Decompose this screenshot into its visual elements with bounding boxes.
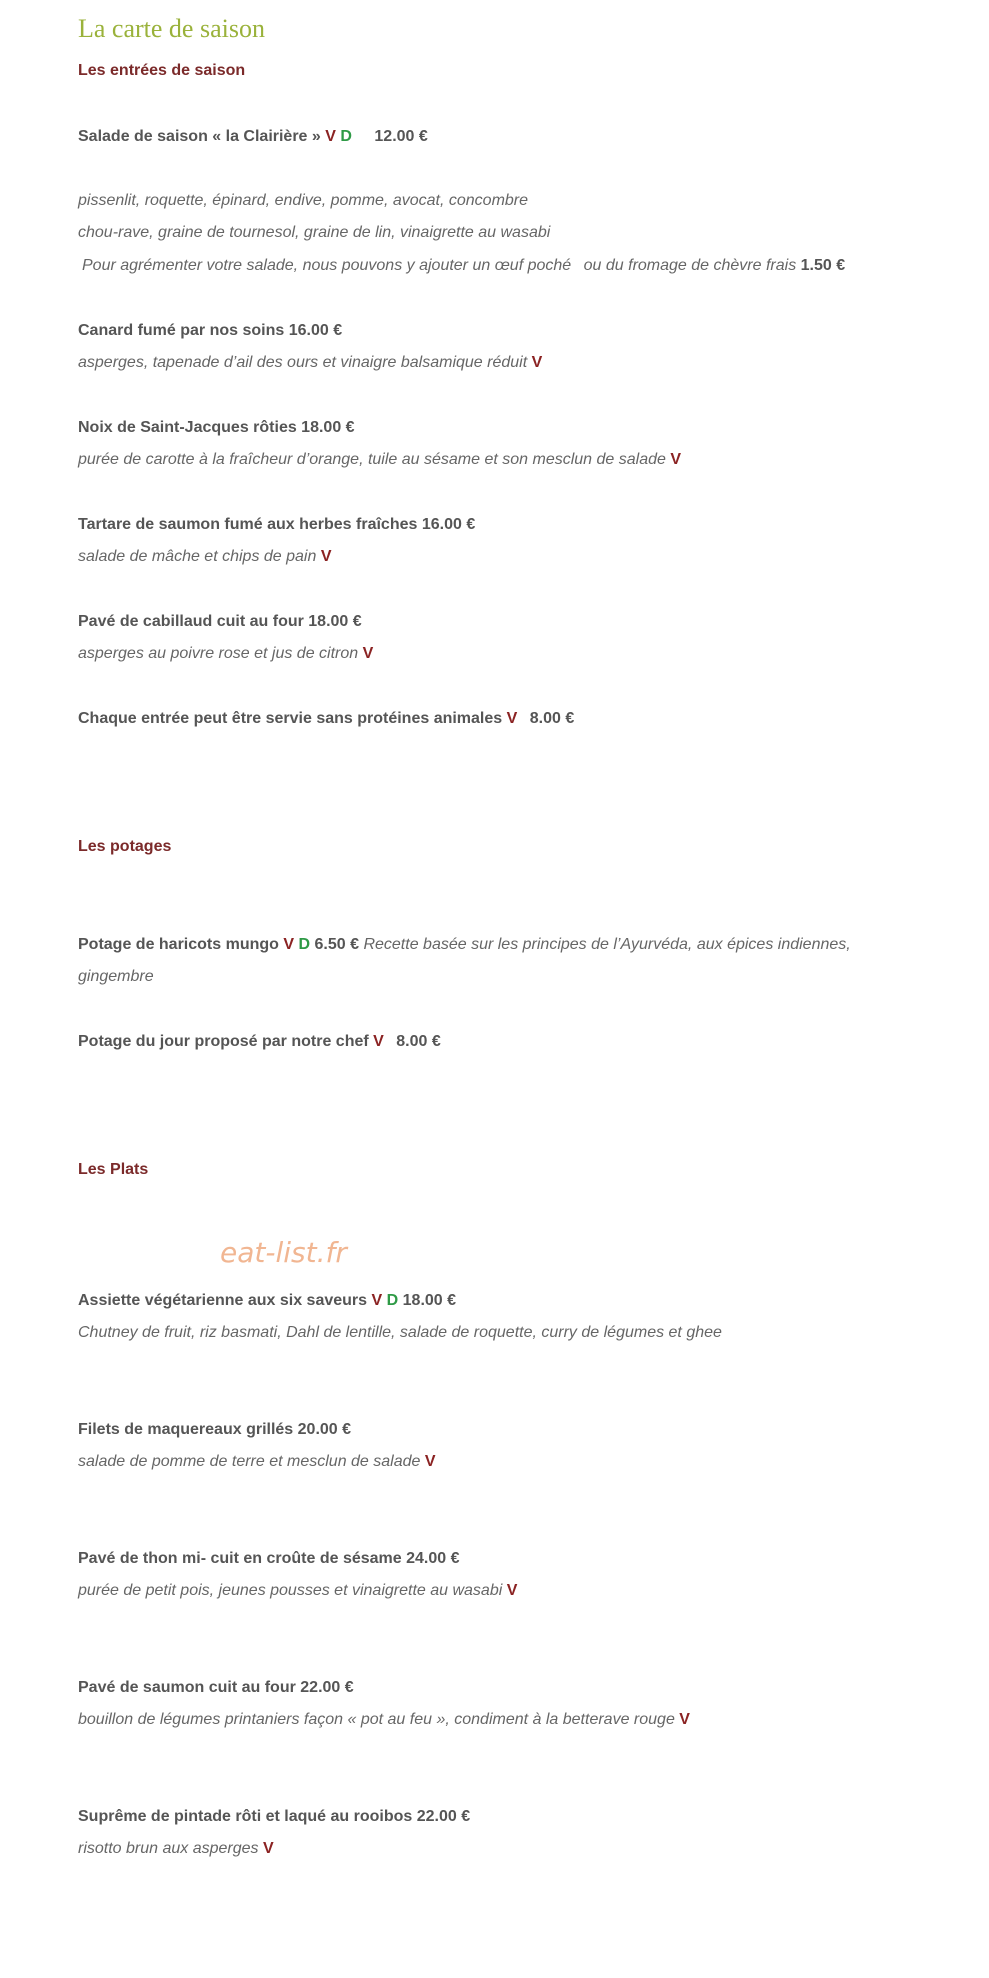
- desc-text: salade de mâche et chips de pain: [78, 548, 317, 565]
- dish-name: Chaque entrée peut être servie sans protéines animales: [78, 710, 503, 727]
- vegetarian-marker: V: [670, 451, 682, 468]
- dish-price: 18.00 €: [402, 1292, 457, 1309]
- section-heading-entrees: Les entrées de saison: [78, 62, 246, 79]
- dish-potage-mungo: [78, 934, 968, 956]
- dish-description: [78, 449, 968, 471]
- vegetarian-marker: V: [325, 128, 336, 145]
- dish-description: Chutney de fruit, riz basmati, Dahl de lentille, salade de roquette, curry de légumes et ghee: [78, 1324, 722, 1341]
- dish-saint-jacques: Noix de Saint-Jacques rôties 18.00 €: [78, 419, 355, 436]
- dish-description: [78, 1838, 968, 1860]
- dish-name: Potage de haricots mungo: [78, 936, 279, 953]
- desc-text: purée de petit pois, jeunes pousses et vinaigrette au wasabi: [78, 1582, 503, 1599]
- dish-description: [78, 1709, 968, 1731]
- diet-marker: D: [340, 128, 352, 145]
- dish-description-cont: gingembre: [78, 968, 154, 985]
- vegetarian-marker: V: [371, 1292, 383, 1309]
- watermark: eat-list.fr: [220, 1236, 347, 1269]
- dish-pintade: Suprême de pintade rôti et laqué au rooibos 22.00 €: [78, 1808, 471, 1825]
- dish-potage-jour: [78, 1031, 968, 1053]
- dish-chaque-entree: [78, 708, 968, 730]
- vegetarian-marker: V: [531, 354, 543, 371]
- desc-text: bouillon de légumes printaniers façon « pot au feu », condiment à la betterave rouge: [78, 1711, 675, 1728]
- extra-text-2: ou du fromage de chèvre frais: [583, 257, 797, 274]
- vegetarian-marker: V: [362, 645, 374, 662]
- vegetarian-marker: V: [373, 1033, 384, 1050]
- salade-extra-note: [82, 255, 972, 277]
- desc-text: asperges, tapenade d’ail des ours et vinaigre balsamique réduit: [78, 354, 528, 371]
- dish-tartare: Tartare de saumon fumé aux herbes fraîches 16.00 €: [78, 516, 476, 533]
- dish-cabillaud: Pavé de cabillaud cuit au four 18.00 €: [78, 613, 362, 630]
- dish-description: Recette basée sur les principes de l’Ayurvéda, aux épices indiennes,: [363, 936, 851, 953]
- desc-text: salade de pomme de terre et mesclun de salade: [78, 1453, 421, 1470]
- vegetarian-marker: V: [506, 1582, 518, 1599]
- dish-saumon: Pavé de saumon cuit au four 22.00 €: [78, 1679, 354, 1696]
- diet-marker: D: [298, 936, 311, 953]
- dish-salade-saison: [78, 126, 968, 148]
- dish-description: pissenlit, roquette, épinard, endive, pomme, avocat, concombre: [78, 192, 529, 209]
- vegetarian-marker: V: [424, 1453, 436, 1470]
- desc-text: asperges au poivre rose et jus de citron: [78, 645, 359, 662]
- vegetarian-marker: V: [283, 936, 295, 953]
- dish-description: [78, 1451, 968, 1473]
- dish-canard: Canard fumé par nos soins 16.00 €: [78, 322, 343, 339]
- dish-description: [78, 352, 968, 374]
- dish-price: 6.50 €: [314, 936, 359, 953]
- dish-description: [78, 643, 968, 665]
- section-heading-plats: Les Plats: [78, 1161, 149, 1178]
- dish-price: 8.00 €: [396, 1033, 441, 1050]
- dish-name: Assiette végétarienne aux six saveurs: [78, 1292, 368, 1309]
- desc-text: risotto brun aux asperges: [78, 1840, 259, 1857]
- dish-price: 8.00 €: [529, 710, 575, 727]
- dish-description: [78, 1580, 968, 1602]
- dish-description: chou-rave, graine de tournesol, graine de lin, vinaigrette au wasabi: [78, 224, 551, 241]
- extra-price: 1.50 €: [800, 257, 846, 274]
- dish-name: Potage du jour proposé par notre chef: [78, 1033, 369, 1050]
- vegetarian-marker: V: [506, 710, 518, 727]
- vegetarian-marker: V: [320, 548, 332, 565]
- dish-price: 12.00 €: [374, 128, 428, 145]
- page-title: La carte de saison: [78, 14, 265, 43]
- dish-assiette-vegetarienne: [78, 1290, 968, 1312]
- dish-maquereaux: Filets de maquereaux grillés 20.00 €: [78, 1421, 352, 1438]
- vegetarian-marker: V: [679, 1711, 690, 1728]
- desc-text: purée de carotte à la fraîcheur d’orange, tuile au sésame et son mesclun de salade: [78, 451, 666, 468]
- vegetarian-marker: V: [263, 1840, 274, 1857]
- dish-thon: Pavé de thon mi- cuit en croûte de sésame 24.00 €: [78, 1550, 460, 1567]
- extra-text: Pour agrémenter votre salade, nous pouvons y ajouter un œuf poché: [82, 257, 572, 274]
- dish-description: [78, 546, 968, 568]
- dish-name: Salade de saison « la Clairière »: [78, 128, 321, 145]
- diet-marker: D: [386, 1292, 399, 1309]
- section-heading-potages: Les potages: [78, 838, 172, 855]
